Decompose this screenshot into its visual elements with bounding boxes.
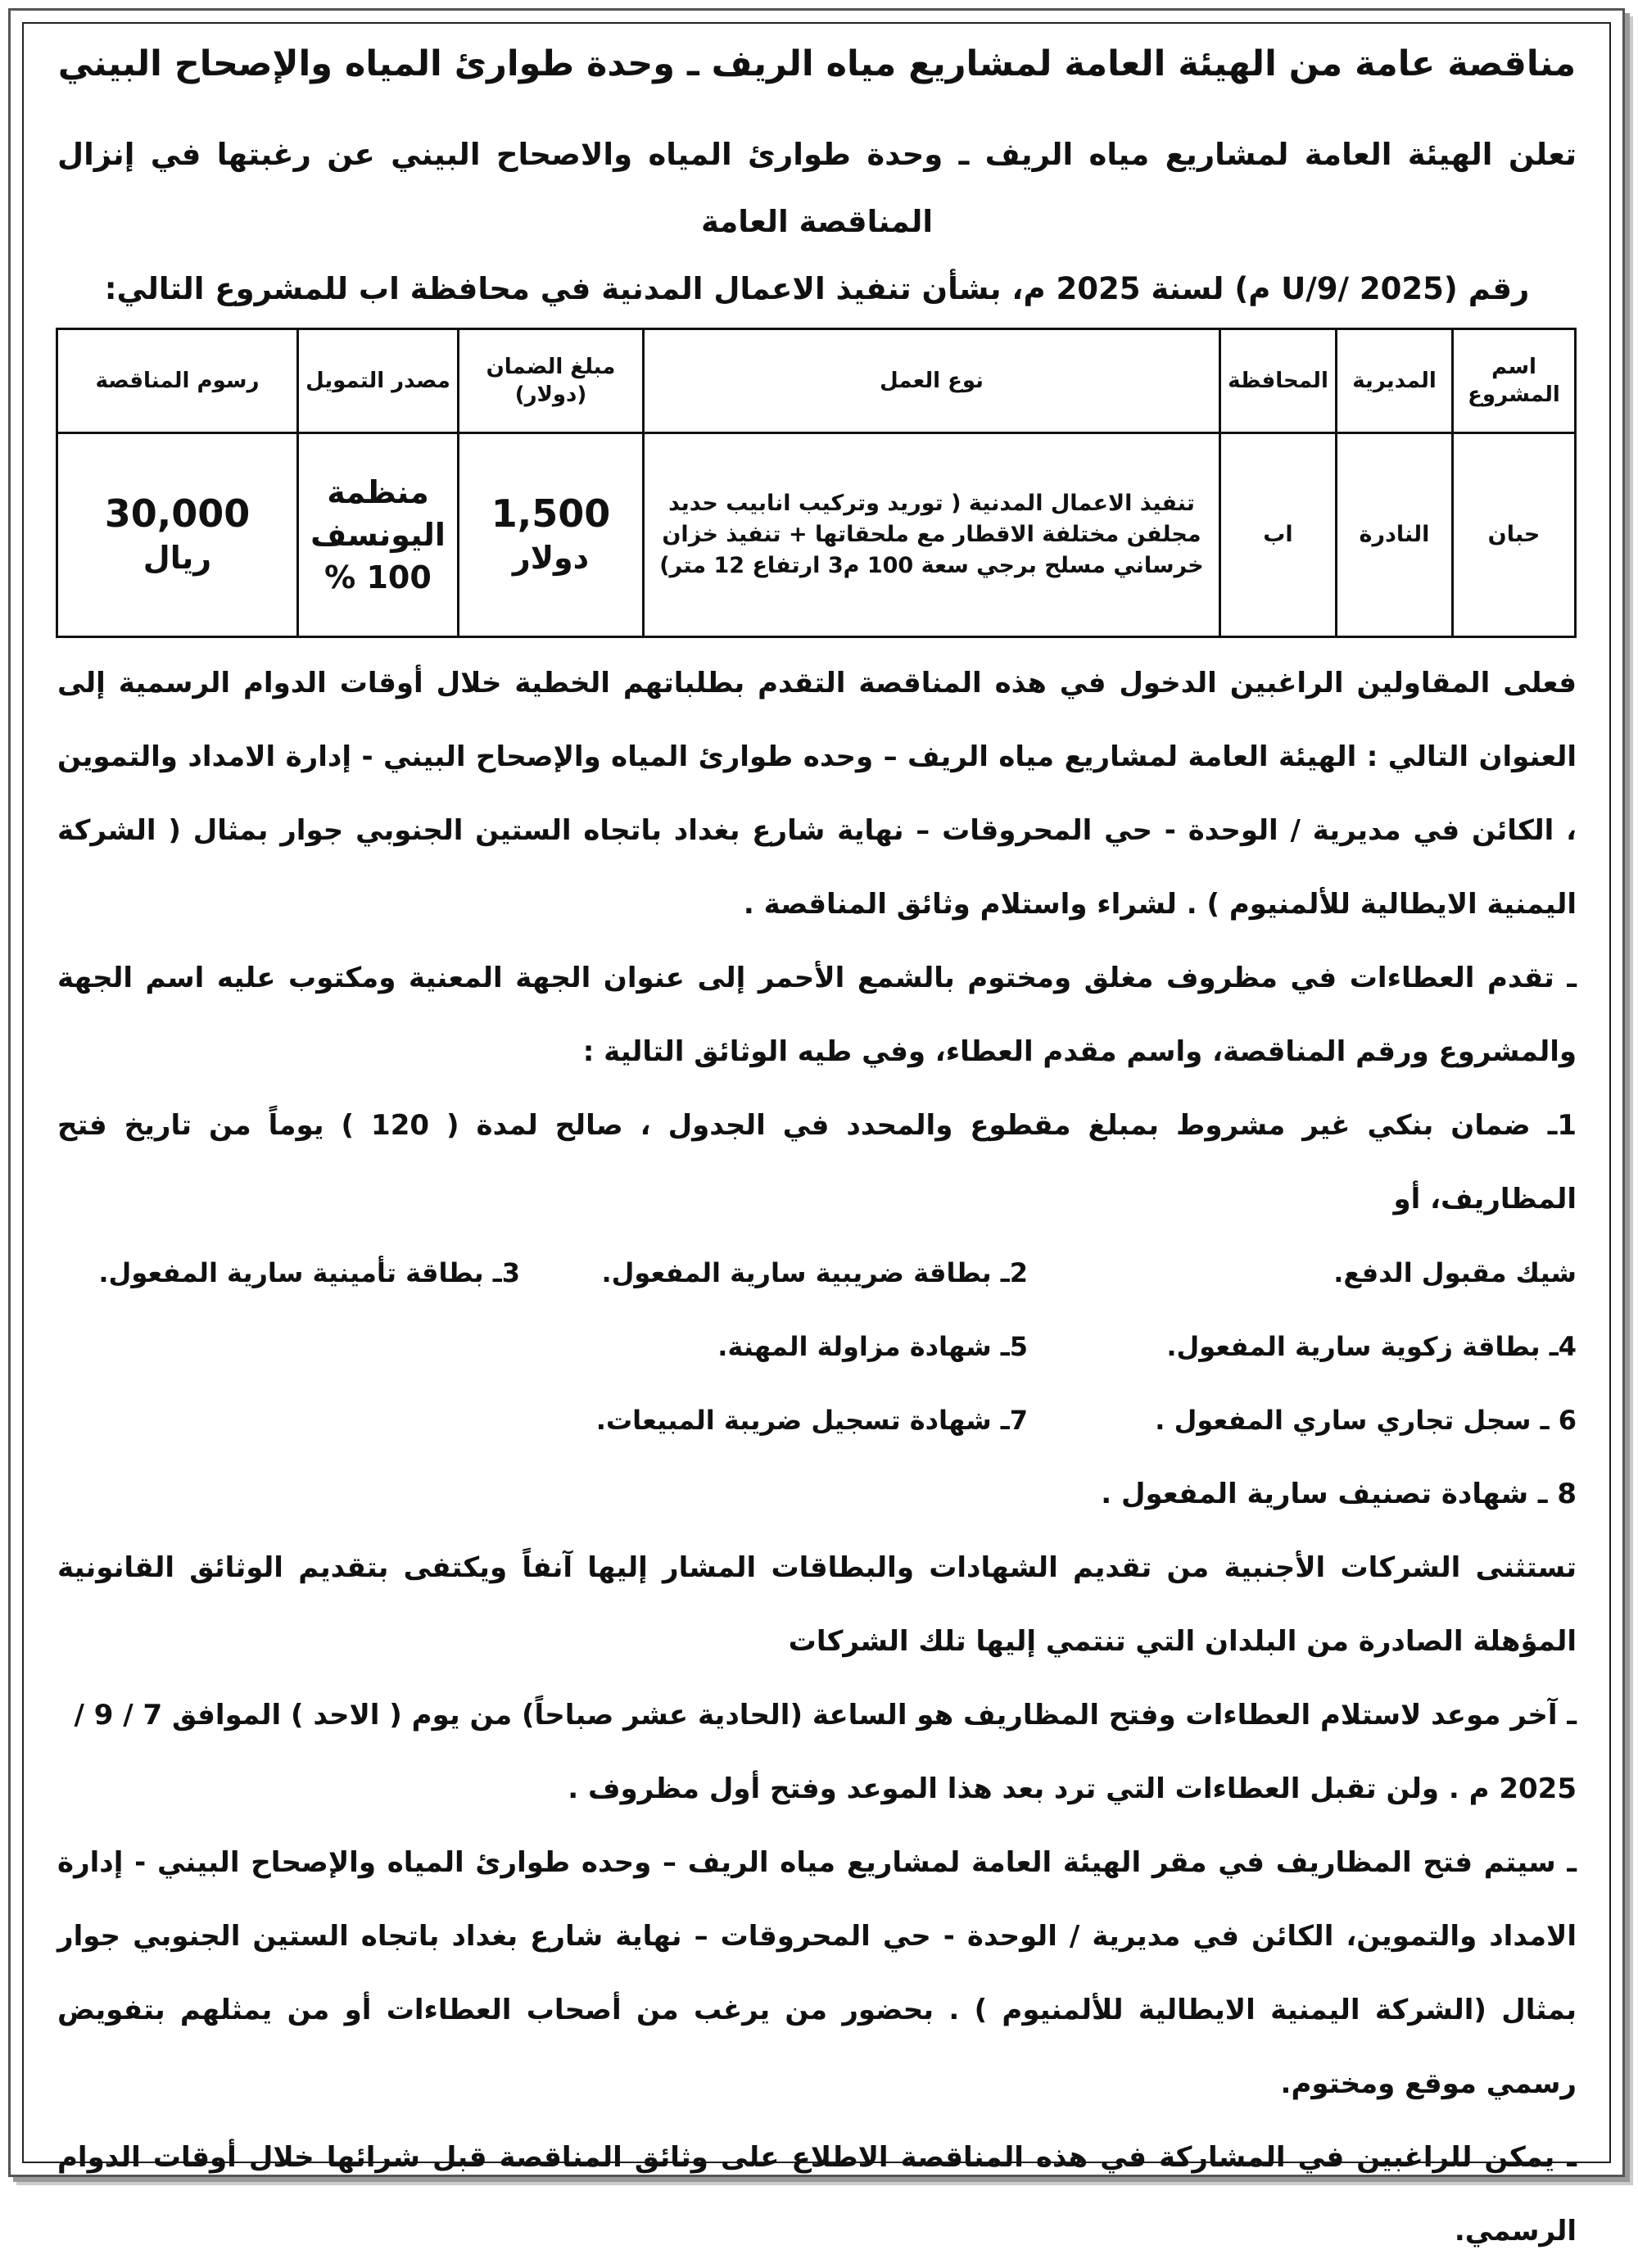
document-item-1: 1ـ ضمان بنكي غير مشروط بمبلغ مقطوع والمحدد في الجدول ، صالح لمدة ( 120 ) يوماً من تاريخ فتح المظاريف، أو (57, 1109, 1577, 1215)
paragraph-envelope-instructions: ـ تقدم العطاءات في مظروف مغلق ومختوم بالشمع الأحمر إلى عنوان الجهة المعنية ومكتوب عليه اسم الجهة والمشروع ورقم المناقصة، واسم مقدم العطاء، وفي طيه الوثائق التالية : (57, 962, 1577, 1068)
header-project: اسم المشروع (1453, 329, 1576, 433)
document-item-3: 3ـ بطاقة تأمينية سارية المفعول. (98, 1257, 520, 1288)
notice-content (57, 43, 1577, 2268)
funding-org: منظمة اليونسف (310, 474, 446, 553)
document-item-1-cont: شيك مقبول الدفع. (1333, 1257, 1577, 1288)
paragraph-opening-location: ـ سيتم فتح المظاريف في مقر الهيئة العامة لمشاريع مياه الريف – وحده طوارئ المياه والإصحاح البيني - إدارة الامداد والتموين، الكائن في مديرية / الوحدة - حي المحروقات – نهاية شارع بغداد باتجاه الستين الجنوبي جوار بمثال (الشركة اليمنية الايطالية للألمنيوم ) . بحضور من يرغب من أصحاب العطاءات أو من يمثلهم بتفويض رسمي موقع ومختوم. (57, 1846, 1577, 2100)
cell-directorate: النادرة (1337, 433, 1453, 637)
cell-governorate: اب (1220, 433, 1337, 637)
document-item-2: 2ـ بطاقة ضريبية سارية المفعول. (601, 1257, 1028, 1288)
cell-fees (57, 433, 298, 637)
tender-table (56, 328, 1577, 638)
deadline-line-2: 2025 م . ولن تقبل العطاءات التي ترد بعد هذا الموعد وفتح أول مظروف . (568, 1772, 1577, 1805)
header-guarantee: مبلغ الضمان (دولار) (459, 329, 644, 433)
header-fees: رسوم المناقصة (57, 329, 298, 433)
guarantee-currency: دولار (512, 540, 590, 576)
table-row (57, 433, 1576, 637)
cell-funding (298, 433, 459, 637)
document-item-5: 5ـ شهادة مزاولة المهنة. (717, 1331, 1028, 1362)
header-funding: مصدر التمويل (298, 329, 459, 433)
document-item-4: 4ـ بطاقة زكوية سارية المفعول. (1166, 1331, 1577, 1362)
guarantee-amount: 1,500 (491, 491, 611, 536)
table-header-row (57, 329, 1576, 433)
paragraph-submission-address: فعلى المقاولين الراغبين الدخول في هذه المناقصة التقدم بطلباتهم الخطية خلال أوقات الدوام الرسمية إلى العنوان التالي : الهيئة العامة لمشاريع مياه الريف – وحده طوارئ المياه والإصحاح البيني - إدارة الامداد والتموين ، الكائن في مديرية / الوحدة - حي المحروقات – نهاية شارع بغداد باتجاه الستين الجنوبي جوار بمثال ( الشركة اليمنية الايطالية للألمنيوم ) . لشراء واستلام وثائق المناقصة . (57, 667, 1577, 921)
documents-row-1 (57, 1236, 1577, 1310)
header-work-type: نوع العمل (644, 329, 1220, 433)
documents-row-3 (57, 1383, 1577, 1457)
document-item-8: 8 ـ شهادة تصنيف سارية المفعول . (1101, 1478, 1577, 1510)
intro-line-2: رقم (U/9/ 2025 م) لسنة 2025 م، بشأن تنفيذ الاعمال المدنية في محافظة اب للمشروع التالي: (104, 271, 1530, 306)
paragraph-foreign-companies: تستثنى الشركات الأجنبية من تقديم الشهادات والبطاقات المشار إليها آنفاً ويكتفى بتقديم الوثائق القانونية المؤهلة الصادرة من البلدان التي تنتمي إليها تلك الشركات (57, 1551, 1577, 1658)
fees-amount: 30,000 (104, 491, 251, 536)
document-item-7: 7ـ شهادة تسجيل ضريبة المبيعات. (595, 1405, 1028, 1436)
funding-percent: 100 % (324, 559, 432, 595)
cell-work-type: تنفيذ الاعمال المدنية ( توريد وتركيب انابيب حديد مجلفن مختلفة الاقطار مع ملحقاتها + تنفيذ خزان خرساني مسلح برجي سعة 100 م3 ارتفاع 12 متر) (644, 433, 1220, 637)
paragraph-document-review: ـ يمكن للراغبين في المشاركة في هذه المناقصة الاطلاع على وثائق المناقصة قبل شرائها خلال أوقات الدوام الرسمي. (57, 2141, 1577, 2248)
notice-title: مناقصة عامة من الهيئة العامة لمشاريع مياه الريف ـ وحدة طوارئ المياه والإصحاح البيني (57, 43, 1577, 84)
cell-guarantee (459, 433, 644, 637)
document-item-6: 6 ـ سجل تجاري ساري المفعول . (1155, 1405, 1577, 1436)
header-governorate: المحافظة (1220, 329, 1337, 433)
header-directorate: المديرية (1337, 329, 1453, 433)
intro-line-1: تعلن الهيئة العامة لمشاريع مياه الريف ـ وحدة طوارئ المياه والاصحاح البيني عن رغبتها في إنزال المناقصة العامة (57, 137, 1577, 239)
fees-currency: ريال (143, 540, 212, 576)
deadline-line-1: ـ آخر موعد لاستلام العطاءات وفتح المظاريف هو الساعة (الحادية عشر صباحاً) من يوم ( الاحد ) الموافق 7 / 9 / (74, 1699, 1577, 1732)
documents-row-2 (57, 1310, 1577, 1383)
cell-project: حبان (1453, 433, 1576, 637)
